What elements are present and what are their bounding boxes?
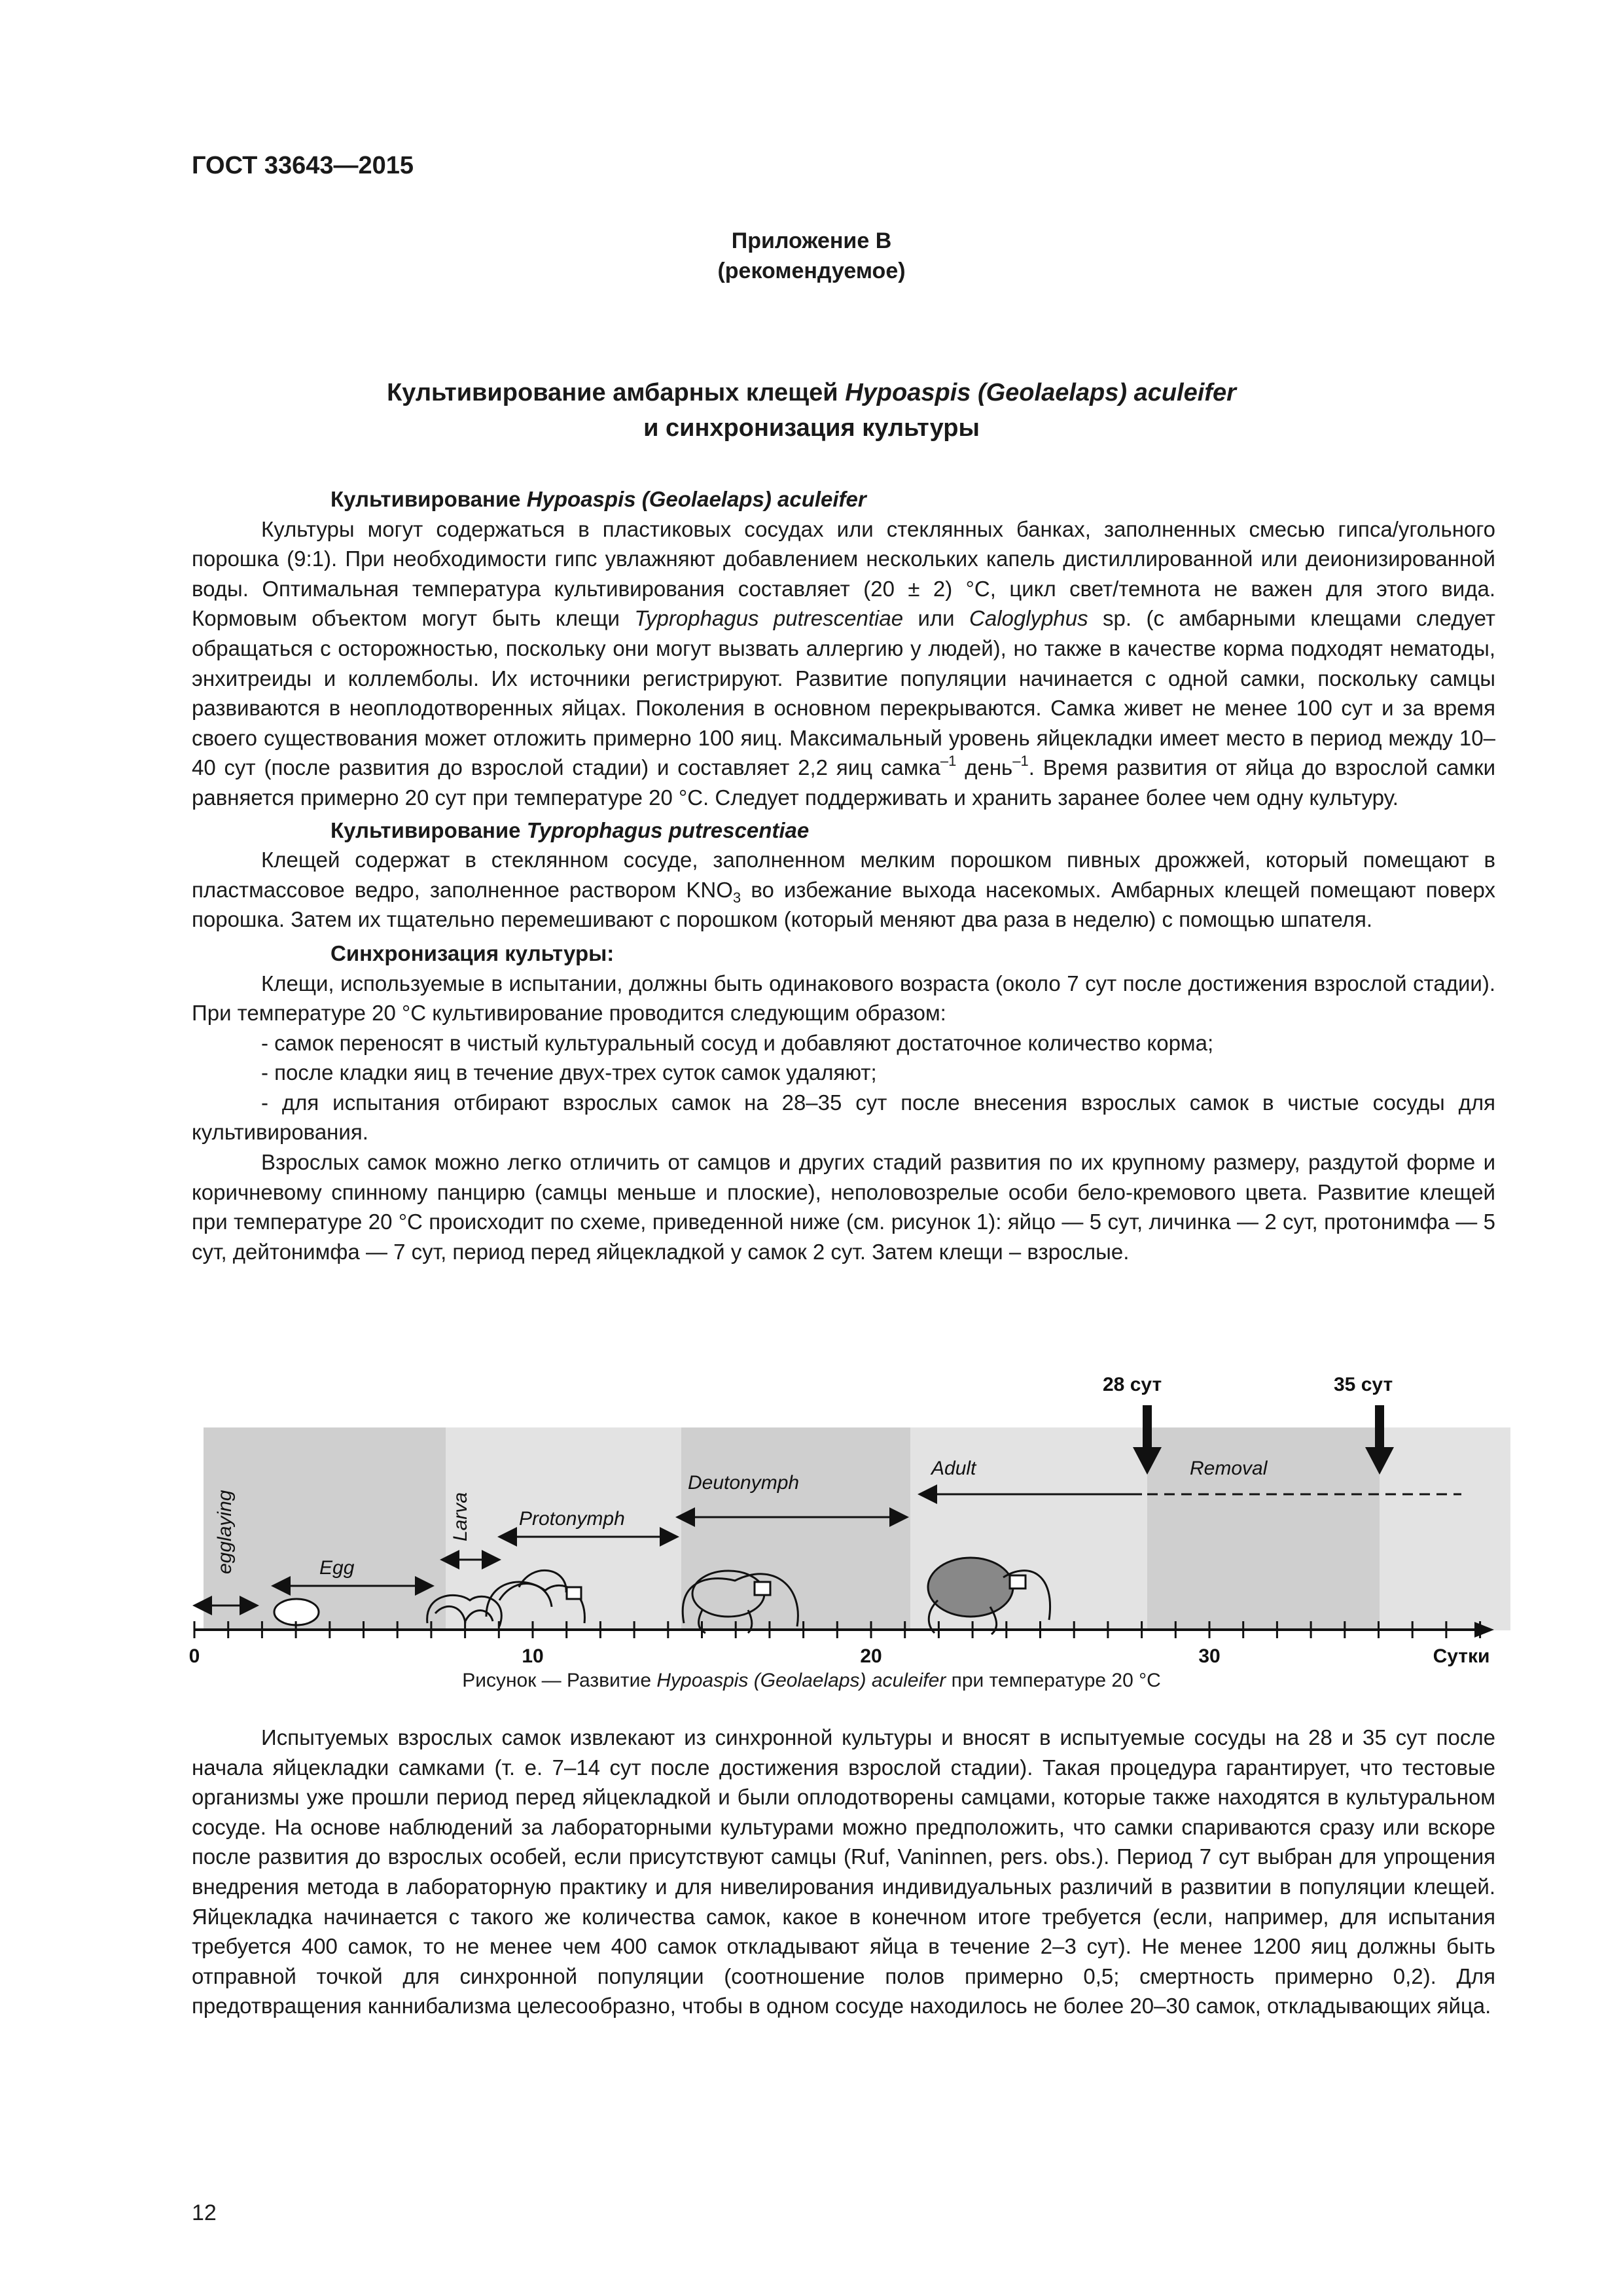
title-species: Hypoaspis (Geolaelaps) aculeifer [845,379,1236,406]
axis-unit: Сутки [1433,1645,1490,1667]
section-heading-typrophagus [192,816,1495,846]
heading-species: Hypoaspis (Geolaelaps) aculeifer [526,487,866,511]
heading-text: Культивирование [330,817,527,842]
figure-caption [0,1670,1623,1692]
list-item: - для испытания отбирают взрослых самок на 28–35 сут после внесения взрослых самок в чистые сосуды для культивирования. [192,1090,1495,1145]
heading-text: Культивирование [330,487,527,511]
heading-species: Typrophagus putrescentiae [526,817,810,842]
text-run: Клещей содержат в стеклянном сосуде, заполненном мелким порошком пивных дрожжей, который помещают в пластмассовое ведро, заполненное раствором KNO [192,848,1495,902]
appendix-title [0,375,1623,446]
text-run: Культуры могут содержаться в пластиковых сосудах или стеклянных банках, заполненных смесью гипса/угольного порошка (9:1). При необходимости гипс увлажняют добавлением нескольких капель дистиллированной или деионизированной воды. Оптимальная температура культивирования составляет (20 ± 2) °С, цикл свет/темнота не важен для этого вида. Кормовым объектом могут быть клещи [192,516,1495,631]
label-adult: Adult [931,1458,976,1479]
species-name: Caloglyphus [969,606,1088,631]
text-run: . Время развития от яйца до взрослой самки равняется примерно 20 сут при температуре 20 °С. Следует поддерживать и хранить заранее более чем одну культуру. [192,755,1495,810]
label-protonymph: Protonymph [519,1508,625,1530]
body-upper [192,484,1495,1266]
title-text: Культивирование амбарных клещей [387,379,846,406]
label-egg: Egg [319,1557,355,1579]
appendix-label: Приложение В [731,228,892,253]
development-figure [188,1365,1495,1672]
label-day-28: 28 сут [1103,1374,1162,1395]
paragraph-development: Взрослых самок можно легко отличить от самцов и других стадий развития по их крупному размеру, раздутой форме и коричневому спинному панцирю (самцы меньше и плоские), неполовозрелые особи бело-кремового цвета. Развитие клещей при температуре 20 °С происходит по схеме, приведенной ниже (см. рисунок 1): яйцо — 5 сут, личинка — 2 сут, протонимфа — 5 сут, дейтонимфа — 7 сут, период перед яйцекладкой у самок 2 сут. Затем клещи – взрослые. [192,1150,1495,1264]
page-number: 12 [192,2200,217,2225]
superscript: –1 [940,753,957,770]
caption-text: при температуре 20 °С [946,1670,1161,1691]
paragraph-synchronization: Клещи, используемые в испытании, должны быть одинакового возраста (около 7 сут после достижения взрослой стадии). При температуре 20 °С культивирование проводится следующим образом: [192,971,1495,1026]
band-after [1380,1427,1510,1630]
label-deutonymph: Deutonymph [688,1472,800,1494]
body-lower [192,1723,1495,2021]
appendix-heading [0,226,1623,286]
caption-species: Hypoaspis (Geolaelaps) aculeifer [656,1670,946,1691]
species-name: Typrophagus putrescentiae [634,606,904,631]
paragraph-typrophagus [192,845,1495,935]
tick-label-20: 20 [860,1645,882,1667]
text-run: день [956,755,1013,780]
document-code: ГОСТ 33643—2015 [192,152,414,179]
subscript: 3 [732,889,741,906]
tick-label-0: 0 [188,1645,200,1667]
caption-text: Рисунок — Развитие [462,1670,657,1691]
tick-label-30: 30 [1198,1645,1221,1667]
development-diagram [188,1365,1495,1672]
title-line-1 [0,375,1623,410]
section-heading-hypoaspis [192,484,1495,514]
label-egglaying: egglaying [214,1490,236,1574]
label-day-35: 35 сут [1334,1374,1393,1395]
title-line-2: и синхронизация культуры [643,414,980,442]
text-run: sp. (с амбарными клещами следует обращаться с осторожностью, поскольку они могут вызвать аллергию у людей), но также в качестве корма подходят нематоды, энхитреиды и коллемболы. Их источники регистрируют. Развитие популяции начинается с одной самки, поскольку самцы развиваются в неоплодотворенных яйцах. Поколения в основном перекрываются. Самка живет не менее 100 сут и за время своего существования может отложить примерно 100 яиц. Максимальный уровень яйцекладки имеет место в период между 10–40 сут (после развития до взрослой стадии) и составляет 2,2 яиц самка [192,606,1495,780]
label-larva: Larva [450,1492,471,1541]
list-item: - после кладки яиц в течение двух-трех суток самок удаляют; [261,1060,877,1085]
band-egg-phase [204,1427,446,1630]
list-item: - самок переносят в чистый культуральный сосуд и добавляют достаточное количество корма; [261,1030,1214,1055]
tick-label-10: 10 [522,1645,544,1667]
superscript: –1 [1012,753,1029,770]
section-heading-synchronization: Синхронизация культуры: [330,941,615,965]
paragraph-hypoaspis [192,514,1495,813]
paragraph-extraction: Испытуемых взрослых самок извлекают из синхронной культуры и вносят в испытуемые сосуды на 28 и 35 сут после начала яйцекладки самками (т. е. 7–14 сут после достижения взрослой стадии). Такая процедура гарантирует, что тестовые организмы уже прошли период перед яйцекладкой и были оплодотворены самцами, которые также находятся в культуральном сосуде. На основе наблюдений за лабораторными культурами можно предположить, что самки спариваются сразу или вскоре после развития до взрослых особей, если присутствуют самцы (Ruf, Vaninnen, pers. obs.). Период 7 сут выбран для упрощения внедрения метода в лабораторную практику и для нивелирования индивидуальных различий в развитии в популяции клещей. Яйцекладка начинается с такого же количества самок, какое в конечном итоге требуется (если, например, для испытания требуется 400 самок, то не менее чем 400 самок откладывают яйца в течение 2–3 сут). Не менее 1200 яиц должны быть отправной точкой для синхронной популяции (соотношение полов примерно 0,5; смертность примерно 0,2). Для предотвращения каннибализма целесообразно, чтобы в одном сосуде находилось не более 20–30 самок, откладывающих яйца. [192,1725,1495,2018]
text-run: во избежание выхода насекомых. Амбарных клещей помещают поверх порошка. Затем их тщательно перемешивают с порошком (который меняют два раза в неделю) с помощью шпателя. [192,877,1495,932]
text-run: или [903,606,970,631]
label-removal: Removal [1190,1458,1268,1479]
appendix-status: (рекомендуемое) [717,259,906,283]
